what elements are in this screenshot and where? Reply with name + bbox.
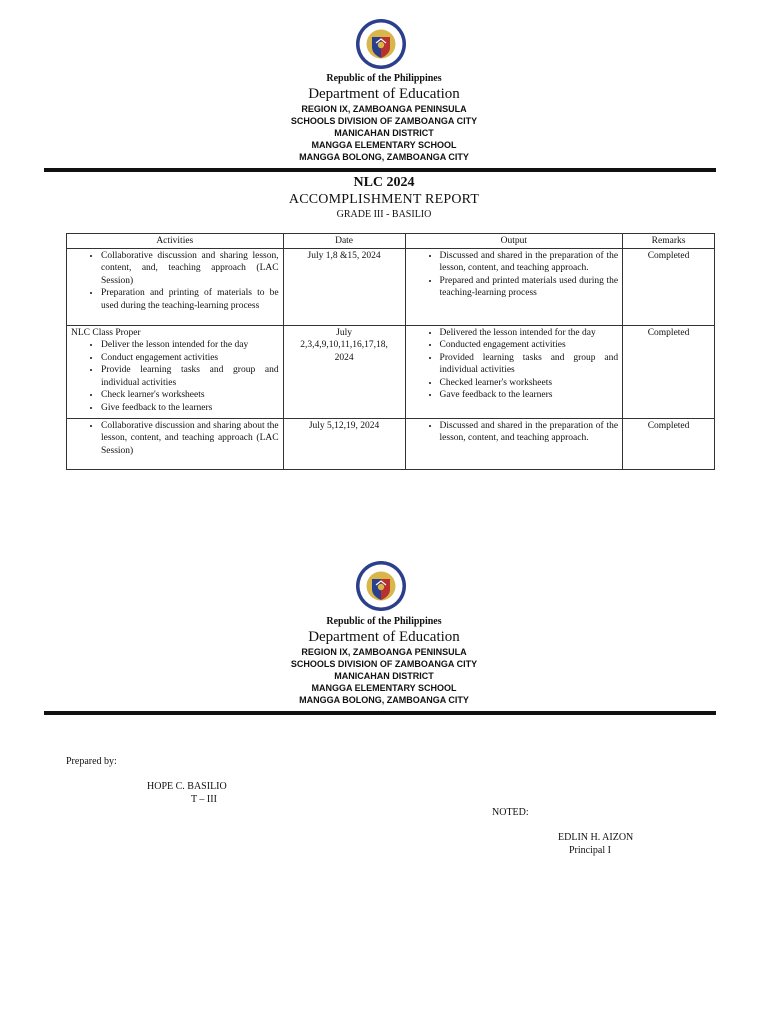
- region-label: REGION IX, ZAMBOANGA PENINSULA: [301, 104, 467, 114]
- activities-cell: [67, 248, 284, 325]
- column-header: Output: [405, 234, 623, 249]
- district-label: MANICAHAN DISTRICT: [334, 128, 434, 138]
- activity-item: • Collaborative discussion and sharing lesson, content, and, teaching approach (LAC Session): [101, 250, 279, 288]
- remarks-cell: Completed: [623, 325, 715, 418]
- header-divider: [44, 711, 716, 715]
- report-grade: GRADE III - BASILIO: [336, 209, 432, 220]
- department-name: Department of Education: [308, 86, 460, 102]
- output-item: • Provided learning tasks and group and individual activities: [440, 352, 619, 377]
- output-item: • Checked learner's worksheets: [440, 377, 619, 390]
- noted-label: NOTED:: [492, 807, 529, 818]
- region-label: REGION IX, ZAMBOANGA PENINSULA: [301, 647, 467, 657]
- output-item: • Prepared and printed materials used during the teaching-learning process: [440, 275, 619, 300]
- noter-name: EDLIN H. AIZON: [558, 832, 634, 843]
- table-header-row: [67, 234, 715, 249]
- activity-item: • Check learner's worksheets: [101, 389, 279, 402]
- table-row: [67, 325, 715, 418]
- deped-seal-icon: [355, 560, 407, 612]
- table-row: [67, 418, 715, 469]
- district-label: MANICAHAN DISTRICT: [334, 671, 434, 681]
- activities-cell: [67, 418, 284, 469]
- noter-title: Principal I: [569, 845, 611, 856]
- output-item: • Conducted engagement activities: [440, 339, 619, 352]
- date-cell: July 2,3,4,9,10,11,16,17,18, 2024: [283, 325, 405, 418]
- output-cell: [405, 418, 623, 469]
- accomplishment-table: [66, 233, 715, 470]
- output-cell: [405, 325, 623, 418]
- column-header: Activities: [67, 234, 284, 249]
- remarks-cell: Completed: [623, 248, 715, 325]
- activity-item: • Preparation and printing of materials to be used during the teaching-learning process: [101, 287, 279, 312]
- header-divider: [44, 168, 716, 172]
- column-header: Remarks: [623, 234, 715, 249]
- report-subtitle: ACCOMPLISHMENT REPORT: [288, 192, 480, 207]
- output-item: • Delivered the lesson intended for the day: [440, 327, 619, 340]
- prepared-by-label: Prepared by:: [66, 756, 117, 767]
- activity-item: • Give feedback to the learners: [101, 402, 279, 415]
- school-label: MANGGA ELEMENTARY SCHOOL: [311, 140, 457, 150]
- preparer-title: T – III: [191, 794, 217, 805]
- output-item: • Gave feedback to the learners: [440, 389, 619, 402]
- division-label: SCHOOLS DIVISION OF ZAMBOANGA CITY: [290, 116, 478, 126]
- output-item: • Discussed and shared in the preparation of the lesson, content, and teaching approach.: [440, 250, 619, 275]
- date-cell: July 5,12,19, 2024: [283, 418, 405, 469]
- activity-item: • Collaborative discussion and sharing about the lesson, content, and teaching approach (LAC Session): [101, 420, 279, 458]
- activities-cell: [67, 325, 284, 418]
- republic-label: Republic of the Philippines: [326, 616, 442, 627]
- preparer-name: HOPE C. BASILIO: [147, 781, 227, 792]
- division-label: SCHOOLS DIVISION OF ZAMBOANGA CITY: [290, 659, 478, 669]
- table-row: [67, 248, 715, 325]
- deped-seal-icon: [355, 18, 407, 70]
- output-item: • Discussed and shared in the preparation of the lesson, content, and teaching approach.: [440, 420, 619, 445]
- report-title: NLC 2024: [353, 175, 415, 190]
- activity-item: • Conduct engagement activities: [101, 352, 279, 365]
- date-cell: July 1,8 &15, 2024: [283, 248, 405, 325]
- activity-intro: NLC Class Proper: [71, 327, 141, 338]
- department-name: Department of Education: [308, 629, 460, 645]
- column-header: Date: [283, 234, 405, 249]
- activity-item: • Provide learning tasks and group and individual activities: [101, 364, 279, 389]
- school-label: MANGGA ELEMENTARY SCHOOL: [311, 683, 457, 693]
- activity-item: • Deliver the lesson intended for the day: [101, 339, 279, 352]
- remarks-cell: Completed: [623, 418, 715, 469]
- address-label: MANGGA BOLONG, ZAMBOANGA CITY: [299, 152, 469, 162]
- output-cell: [405, 248, 623, 325]
- republic-label: Republic of the Philippines: [326, 73, 442, 84]
- address-label: MANGGA BOLONG, ZAMBOANGA CITY: [299, 695, 469, 705]
